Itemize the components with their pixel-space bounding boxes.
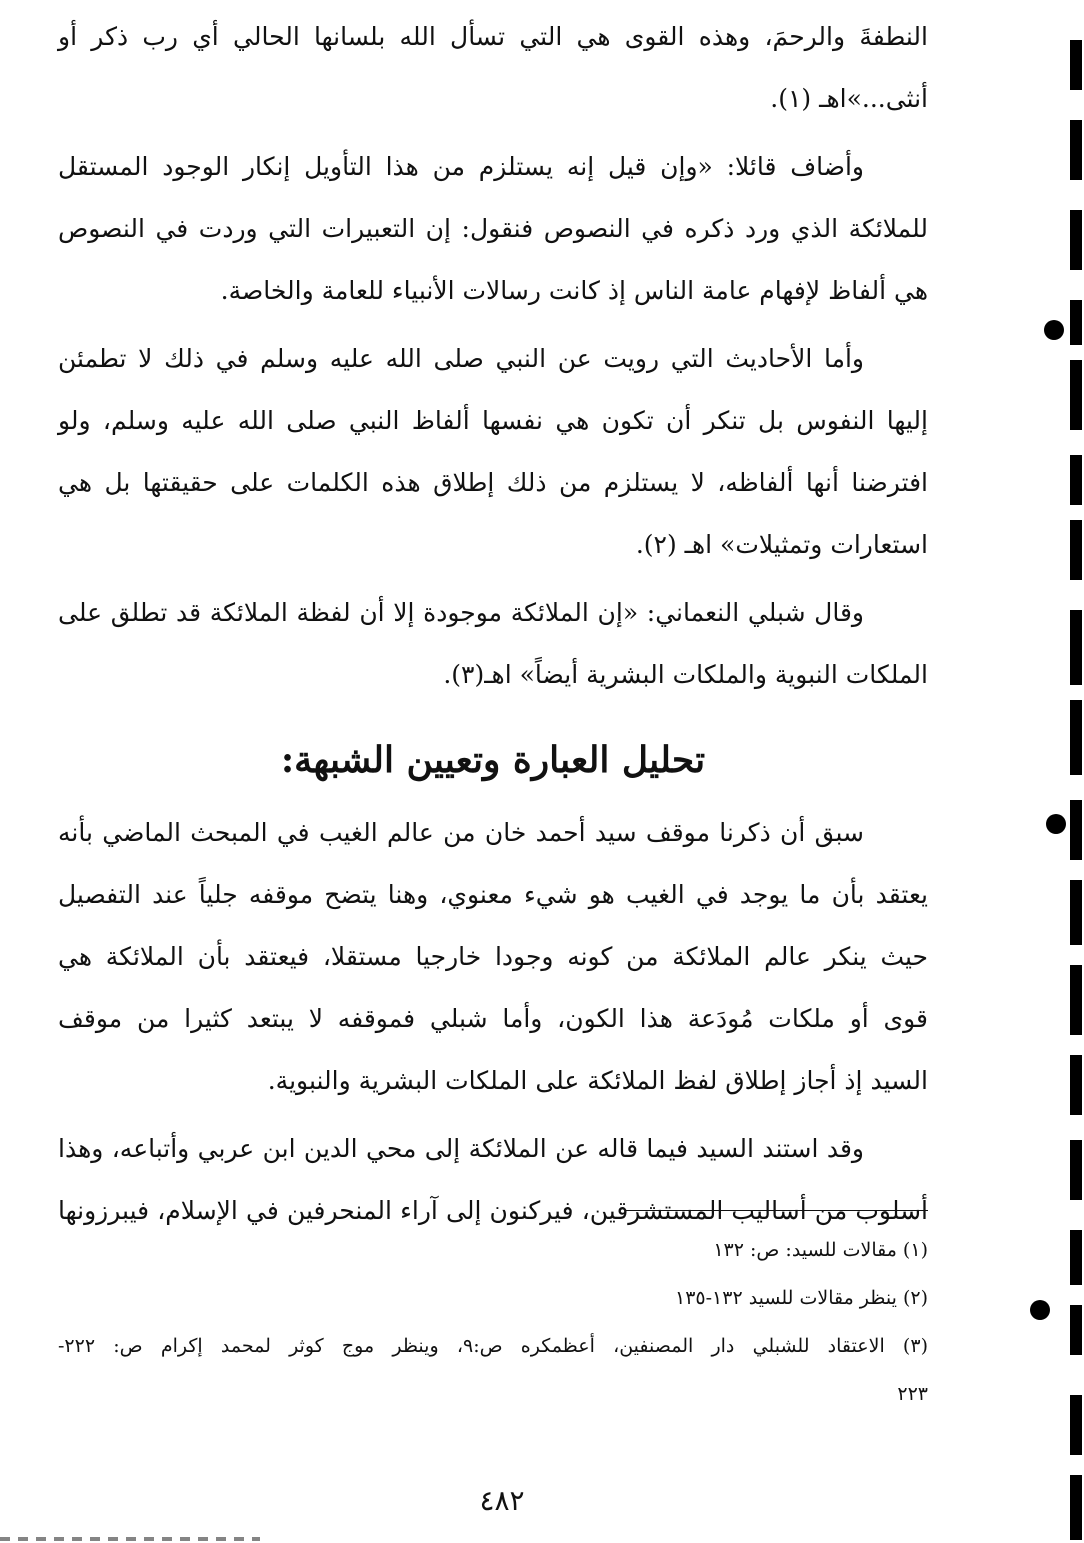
paragraph-2 — [58, 136, 928, 322]
text-line: حيث ينكر عالم الملائكة من كونه وجودا خارجيا مستقلا، فيعتقد بأن الملائكة هي — [58, 942, 928, 971]
text-line: وأما الأحاديث التي رويت عن النبي صلى الله عليه وسلم في ذلك لا تطمئن — [58, 344, 864, 373]
binding-mark — [1070, 455, 1082, 505]
text-line: وأضاف قائلا: «وإن قيل إنه يستلزم من هذا التأويل إنكار الوجود المستقل — [58, 152, 864, 181]
text-line: يعتقد بأن ما يوجد في الغيب هو شيء معنوي، وهنا يتضح موقفه جلياً عند التفصيل — [58, 880, 928, 909]
text-line: قوى أو ملكات مُودَعة هذا الكون، وأما شبلي فموقفه لا يبتعد كثيرا من موقف — [58, 1004, 928, 1033]
punch-hole-dot — [1046, 814, 1066, 834]
text-line: أنثى...»اهـ (١). — [770, 84, 928, 113]
binding-mark — [1070, 300, 1082, 345]
footnote-1: (١) مقالات للسيد: ص: ١٣٢ — [713, 1239, 928, 1261]
paragraph-1 — [58, 6, 928, 130]
main-text — [58, 6, 928, 1248]
text-line: استعارات وتمثيلات» اهـ (٢). — [635, 530, 928, 559]
binding-mark — [1070, 40, 1082, 90]
footnotes — [58, 1226, 928, 1418]
section-heading: تحليل العبارة وتعيين الشبهة: — [280, 739, 706, 781]
binding-mark — [1070, 700, 1082, 775]
paragraph-4 — [58, 582, 928, 706]
binding-mark — [1070, 520, 1082, 580]
footnote-2: (٢) ينظر مقالات للسيد ١٣٢-١٣٥ — [674, 1287, 928, 1309]
binding-mark — [1070, 800, 1082, 860]
paragraph-6 — [58, 1118, 928, 1242]
text-line: إليها النفوس بل تنكر أن تكون هي نفسها ألفاظ النبي صلى الله عليه وسلم، ولو — [58, 406, 928, 435]
binding-mark — [1070, 1305, 1082, 1355]
binding-mark — [1070, 610, 1082, 685]
footnote-separator — [626, 1210, 928, 1211]
punch-hole-dot — [1044, 320, 1064, 340]
binding-mark — [1070, 965, 1082, 1035]
text-line: الملكات النبوية والملكات البشرية أيضاً» اهـ(٣). — [443, 660, 928, 689]
paragraph-3 — [58, 328, 928, 576]
binding-mark — [1070, 1140, 1082, 1200]
binding-mark — [1070, 1230, 1082, 1285]
binding-mark — [1070, 360, 1082, 430]
text-line: السيد إذ أجاز إطلاق لفظ الملائكة على الملكات البشرية والنبوية. — [267, 1066, 928, 1095]
binding-mark — [1070, 210, 1082, 270]
text-line: افترضنا أنها ألفاظه، لا يستلزم من ذلك إطلاق هذه الكلمات على حقيقتها بل هي — [58, 468, 928, 497]
text-line: وقال شبلي النعماني: «إن الملائكة موجودة إلا أن لفظة الملائكة قد تطلق على — [58, 598, 864, 627]
binding-mark — [1070, 120, 1082, 180]
footnote-3: (٣) الاعتقاد للشبلي دار المصنفين، أعظمكره ص:٩، وينظر موج كوثر لمحمد إكرام ص: ٢٢٢- — [58, 1335, 928, 1357]
page-number: ٤٨٢ — [479, 1484, 525, 1517]
text-line: النطفةَ والرحمَ، وهذه القوى هي التي تسأل الله بلسانها الحالي أي رب ذكر أو — [58, 22, 928, 51]
text-line: أسلوب من أساليب المستشرقين، فيركنون إلى آراء المنحرفين في الإسلام، فيبرزونها — [58, 1196, 928, 1225]
binding-mark — [1070, 1475, 1082, 1540]
text-line: للملائكة الذي ورد ذكره في النصوص فنقول: إن التعبيرات التي وردت في النصوص — [58, 214, 928, 243]
punch-hole-dot — [1030, 1300, 1050, 1320]
paragraph-5 — [58, 802, 928, 1112]
text-line: وقد استند السيد فيما قاله عن الملائكة إلى محي الدين ابن عربي وأتباعه، وهذا — [58, 1134, 864, 1163]
binding-mark — [1070, 1055, 1082, 1115]
text-line: سبق أن ذكرنا موقف سيد أحمد خان من عالم الغيب في المبحث الماضي بأنه — [58, 818, 864, 847]
scan-artifact — [0, 1537, 260, 1541]
footnote-3-continuation: ٢٢٣ — [897, 1383, 928, 1405]
text-line: هي ألفاظ لإفهام عامة الناس إذ كانت رسالات الأنبياء للعامة والخاصة. — [220, 276, 928, 305]
binding-mark — [1070, 880, 1082, 945]
binding-mark — [1070, 1395, 1082, 1455]
